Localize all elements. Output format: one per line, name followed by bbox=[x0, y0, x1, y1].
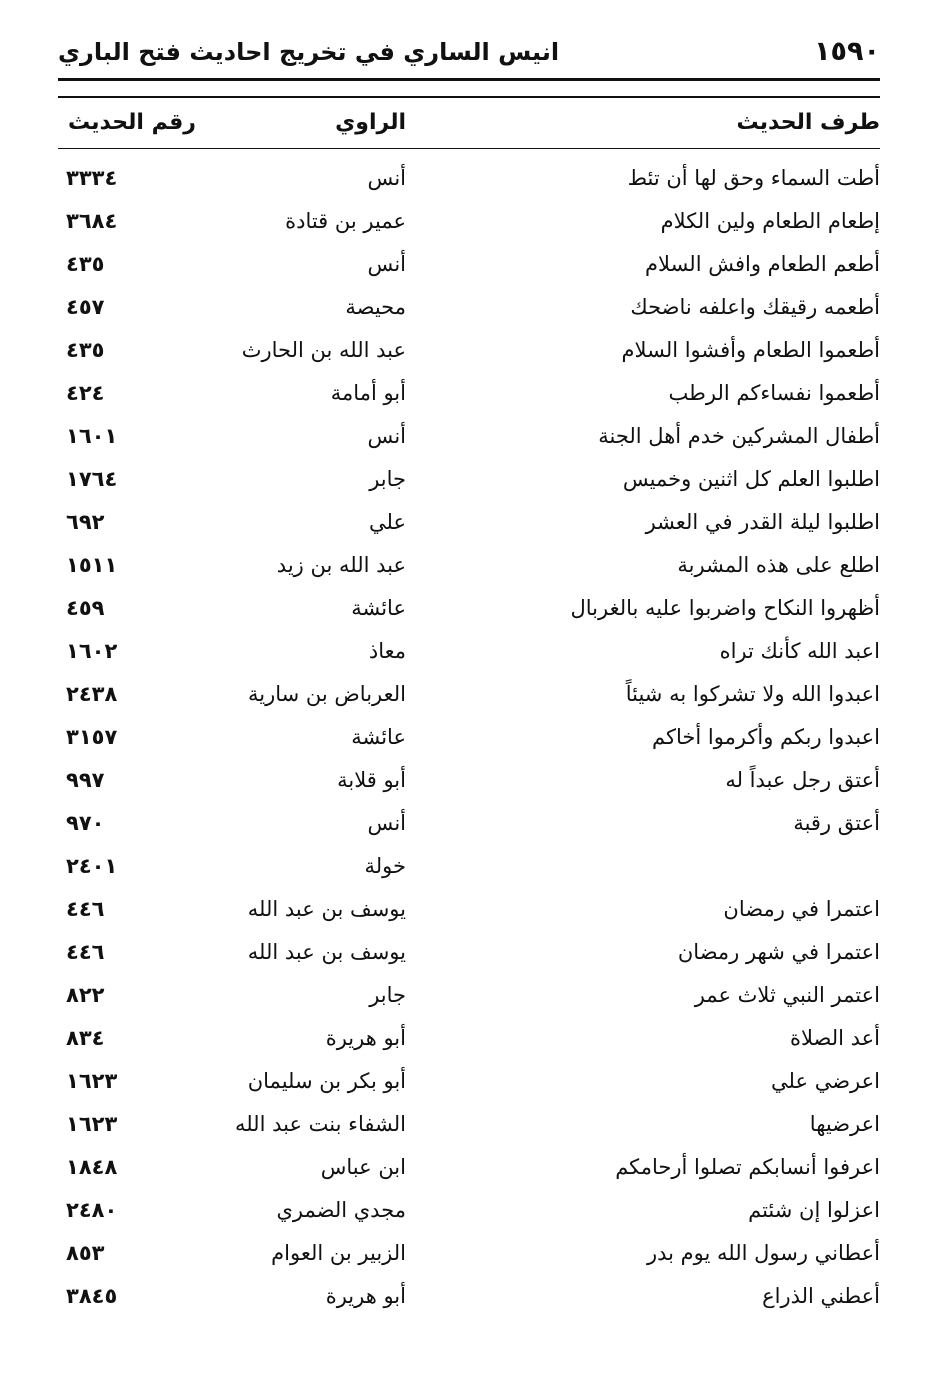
narrator-name: معاذ bbox=[368, 639, 406, 663]
column-header-narrator: الراوي bbox=[335, 110, 406, 135]
hadith-number: ٤٣٥ bbox=[66, 252, 105, 276]
narrator-name: أبو بكر بن سليمان bbox=[247, 1069, 406, 1093]
narrator-name: أبو هريرة bbox=[325, 1284, 406, 1308]
narrator-name: مجدي الضمري bbox=[276, 1198, 406, 1222]
narrator-name: جابر bbox=[369, 983, 406, 1007]
narrator-name: أنس bbox=[367, 252, 406, 276]
hadith-number: ١٧٦٤ bbox=[66, 467, 118, 491]
hadith-number: ١٦٠١ bbox=[66, 424, 118, 448]
narrator-name: عمير بن قتادة bbox=[285, 209, 406, 233]
table-row bbox=[58, 1061, 880, 1104]
hadith-start-text: إطعام الطعام ولين الكلام bbox=[660, 209, 880, 233]
table-row bbox=[58, 1147, 880, 1190]
hadith-number: ٣٨٤٥ bbox=[66, 1284, 118, 1308]
hadith-number: ٣١٥٧ bbox=[66, 725, 118, 749]
hadith-start-text: اطلبوا العلم كل اثنين وخميس bbox=[622, 467, 880, 491]
hadith-number: ٢٤٣٨ bbox=[66, 682, 118, 706]
narrator-name: ابن عباس bbox=[320, 1155, 406, 1179]
hadith-number: ١٦٠٢ bbox=[66, 639, 118, 663]
narrator-name: أبو قلابة bbox=[337, 768, 406, 792]
narrator-name: خولة bbox=[364, 854, 406, 878]
hadith-number: ٢٤٨٠ bbox=[66, 1198, 118, 1222]
table-row bbox=[58, 201, 880, 244]
hadith-number: ٣٦٨٤ bbox=[66, 209, 118, 233]
narrator-name: أنس bbox=[367, 811, 406, 835]
hadith-number: ٨٣٤ bbox=[66, 1026, 105, 1050]
narrator-name: أنس bbox=[367, 166, 406, 190]
table-row bbox=[58, 1190, 880, 1233]
hadith-start-text: أطعمه رقيقك واعلفه ناضحك bbox=[630, 295, 880, 319]
narrator-name: يوسف بن عبد الله bbox=[247, 897, 406, 921]
hadith-number: ٢٤٠١ bbox=[66, 854, 118, 878]
hadith-number: ٤٥٩ bbox=[66, 596, 105, 620]
narrator-name: عبد الله بن الحارث bbox=[241, 338, 406, 362]
table-row bbox=[58, 287, 880, 330]
hadith-number: ٦٩٢ bbox=[66, 510, 105, 534]
narrator-name: عائشة bbox=[351, 596, 406, 620]
hadith-start-text: أطعموا نفساءكم الرطب bbox=[668, 381, 880, 405]
table-row bbox=[58, 631, 880, 674]
table-row bbox=[58, 1018, 880, 1061]
hadith-number: ٨٥٣ bbox=[66, 1241, 105, 1265]
hadith-number: ٩٩٧ bbox=[66, 768, 105, 792]
hadith-start-text: أطعموا الطعام وأفشوا السلام bbox=[621, 338, 880, 362]
narrator-name: محيصة bbox=[345, 295, 406, 319]
narrator-name: جابر bbox=[369, 467, 406, 491]
hadith-start-text: أطت السماء وحق لها أن تئط bbox=[627, 166, 880, 190]
table-row bbox=[58, 502, 880, 545]
table-row bbox=[58, 244, 880, 287]
hadith-number: ١٥١١ bbox=[66, 553, 118, 577]
hadith-start-text: اعتمر النبي ثلاث عمر bbox=[694, 983, 880, 1007]
table-row bbox=[58, 932, 880, 975]
table-row bbox=[58, 373, 880, 416]
hadith-start-text: أطعم الطعام وافش السلام bbox=[645, 252, 880, 276]
hadith-number: ٤٢٤ bbox=[66, 381, 105, 405]
page-number: ١٥٩٠ bbox=[814, 36, 880, 67]
hadith-table bbox=[58, 158, 880, 1319]
header-rule-thin bbox=[58, 96, 880, 98]
narrator-name: أبو أمامة bbox=[330, 381, 406, 405]
column-header-hadith-number: رقم الحديث bbox=[68, 110, 196, 135]
hadith-start-text: اطلع على هذه المشربة bbox=[677, 553, 880, 577]
narrator-name: يوسف بن عبد الله bbox=[247, 940, 406, 964]
table-row bbox=[58, 158, 880, 201]
narrator-name: الزبير بن العوام bbox=[271, 1241, 406, 1265]
hadith-start-text: اعرضيها bbox=[809, 1112, 880, 1136]
hadith-start-text: أطفال المشركين خدم أهل الجنة bbox=[598, 424, 880, 448]
hadith-start-text: اعرفوا أنسابكم تصلوا أرحامكم bbox=[615, 1155, 880, 1179]
table-header bbox=[58, 106, 880, 142]
narrator-name: العرباض بن سارية bbox=[247, 682, 406, 706]
hadith-number: ٨٢٢ bbox=[66, 983, 105, 1007]
hadith-number: ٣٣٣٤ bbox=[66, 166, 118, 190]
narrator-name: عائشة bbox=[351, 725, 406, 749]
narrator-name: الشفاء بنت عبد الله bbox=[234, 1112, 406, 1136]
hadith-start-text: اعبدوا الله ولا تشركوا به شيئاً bbox=[625, 682, 880, 706]
table-row bbox=[58, 459, 880, 502]
hadith-number: ١٨٤٨ bbox=[66, 1155, 118, 1179]
table-row bbox=[58, 975, 880, 1018]
page-header bbox=[58, 30, 880, 70]
table-row bbox=[58, 803, 880, 846]
hadith-number: ٤٥٧ bbox=[66, 295, 105, 319]
hadith-start-text: اعزلوا إن شئتم bbox=[748, 1198, 880, 1222]
hadith-start-text: أعتق رجل عبداً له bbox=[725, 768, 880, 792]
hadith-number: ٤٤٦ bbox=[66, 940, 105, 964]
table-row bbox=[58, 330, 880, 373]
table-row bbox=[58, 717, 880, 760]
narrator-name: أنس bbox=[367, 424, 406, 448]
hadith-start-text: اعتمرا في شهر رمضان bbox=[677, 940, 880, 964]
hadith-number: ٩٧٠ bbox=[66, 811, 105, 835]
table-header-rule bbox=[58, 148, 880, 149]
hadith-start-text: اعتمرا في رمضان bbox=[723, 897, 880, 921]
hadith-start-text: اعبد الله كأنك تراه bbox=[719, 639, 880, 663]
narrator-name: عبد الله بن زيد bbox=[276, 553, 406, 577]
narrator-name: علي bbox=[369, 510, 406, 534]
table-row bbox=[58, 1276, 880, 1319]
table-row bbox=[58, 1233, 880, 1276]
column-header-hadith-start: طرف الحديث bbox=[736, 110, 880, 135]
hadith-start-text: أعطاني رسول الله يوم بدر bbox=[646, 1241, 880, 1265]
hadith-number: ٤٤٦ bbox=[66, 897, 105, 921]
hadith-number: ١٦٢٣ bbox=[66, 1112, 118, 1136]
narrator-name: أبو هريرة bbox=[325, 1026, 406, 1050]
table-row bbox=[58, 760, 880, 803]
hadith-start-text: اعرضي علي bbox=[771, 1069, 880, 1093]
hadith-start-text: اطلبوا ليلة القدر في العشر bbox=[645, 510, 880, 534]
table-row bbox=[58, 1104, 880, 1147]
hadith-number: ١٦٢٣ bbox=[66, 1069, 118, 1093]
hadith-start-text: أظهروا النكاح واضربوا عليه بالغربال bbox=[570, 596, 880, 620]
header-rule-thick bbox=[58, 78, 880, 81]
hadith-start-text: أعطني الذراع bbox=[762, 1284, 880, 1308]
hadith-number: ٤٣٥ bbox=[66, 338, 105, 362]
table-row bbox=[58, 545, 880, 588]
hadith-start-text: أعتق رقبة bbox=[793, 811, 880, 835]
hadith-start-text: أعد الصلاة bbox=[789, 1026, 880, 1050]
table-row bbox=[58, 588, 880, 631]
table-row bbox=[58, 846, 880, 889]
book-title: انيس الساري في تخريج احاديث فتح الباري bbox=[58, 38, 560, 66]
hadith-start-text: اعبدوا ربكم وأكرموا أخاكم bbox=[652, 725, 880, 749]
table-row bbox=[58, 674, 880, 717]
table-row bbox=[58, 416, 880, 459]
table-row bbox=[58, 889, 880, 932]
